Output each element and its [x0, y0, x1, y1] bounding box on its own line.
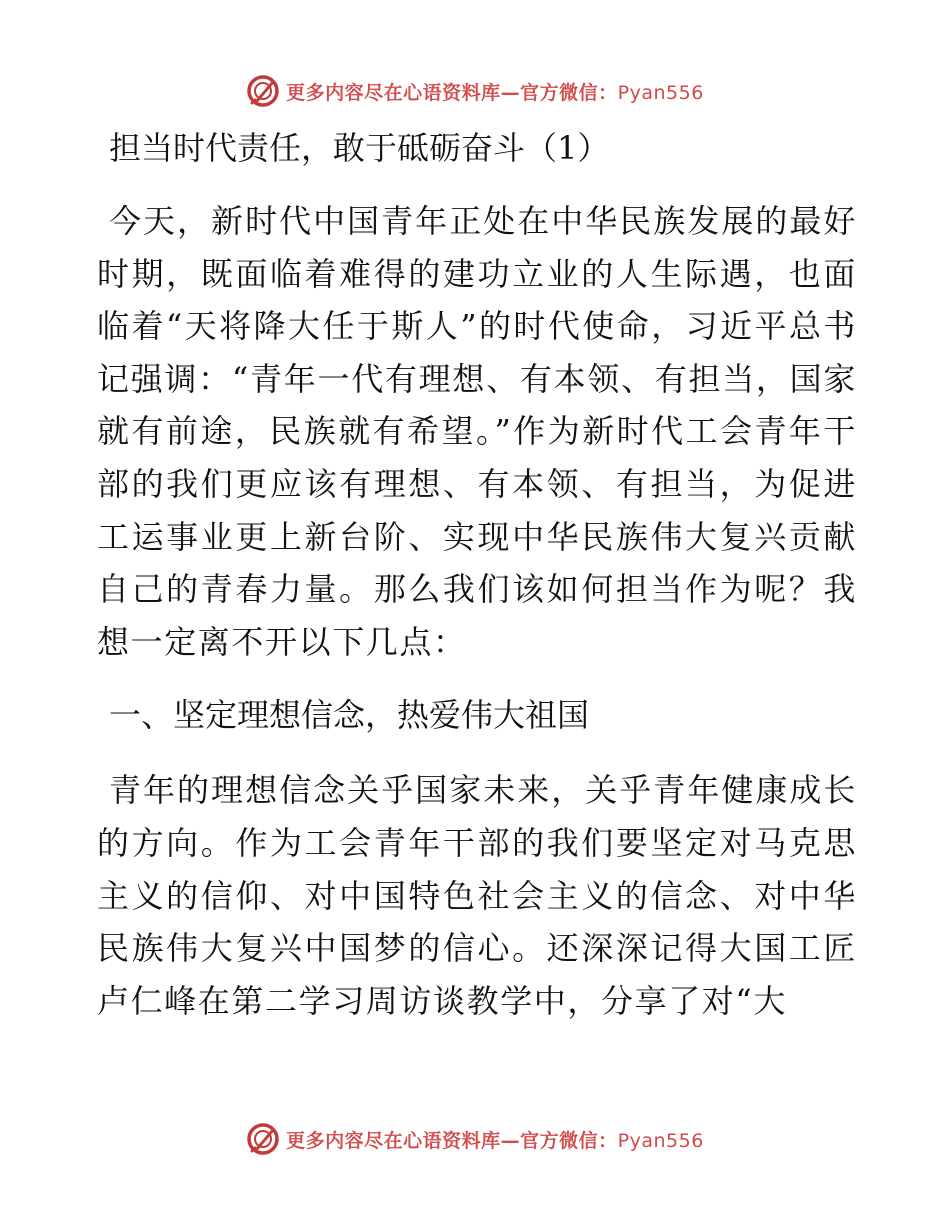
footer-banner	[0, 1118, 950, 1160]
header-banner-text	[286, 78, 704, 105]
footer-banner-wechat-id: Pyan556	[617, 1129, 704, 1152]
paragraph-intro: 今天，新时代中国青年正处在中华民族发展的最好时期，既面临着难得的建功立业的人生际遇，也面临着“天将降大任于斯人”的时代使命，习近平总书记强调：“青年一代有理想、有本领、有担当，国家就有前途，民族就有希望。”作为新时代工会青年干部的我们更应该有理想、有本领、有担当，为促进工运事业更上新台阶、实现中华民族伟大复兴贡献自己的青春力量。那么我们该如何担当作为呢？我想一定离不开以下几点：	[97, 202, 857, 661]
document-title: 担当时代责任，敢于砥砺奋斗（1）	[109, 129, 610, 167]
paragraph-section-1: 青年的理想信念关乎国家未来，关乎青年健康成长的方向。作为工会青年干部的我们要坚定对马克思主义的信仰、对中国特色社会主义的信念、对中华民族伟大复兴中国梦的信心。还深深记得大国工匠卢仁峰在第二学习周访谈教学中，分享了对“大	[97, 771, 857, 1020]
red-quill-logo-icon	[246, 74, 280, 108]
red-quill-logo-icon	[246, 1122, 280, 1156]
footer-banner-label: 更多内容尽在心语资料库—官方微信：	[286, 1129, 618, 1152]
header-banner-label: 更多内容尽在心语资料库—官方微信：	[286, 81, 618, 104]
header-banner-wechat-id: Pyan556	[617, 81, 704, 104]
section-heading-1: 一、坚定理想信念，热爱伟大祖国	[109, 696, 590, 735]
footer-banner-text	[286, 1126, 704, 1153]
document-body	[97, 124, 857, 1027]
header-banner	[0, 70, 950, 112]
